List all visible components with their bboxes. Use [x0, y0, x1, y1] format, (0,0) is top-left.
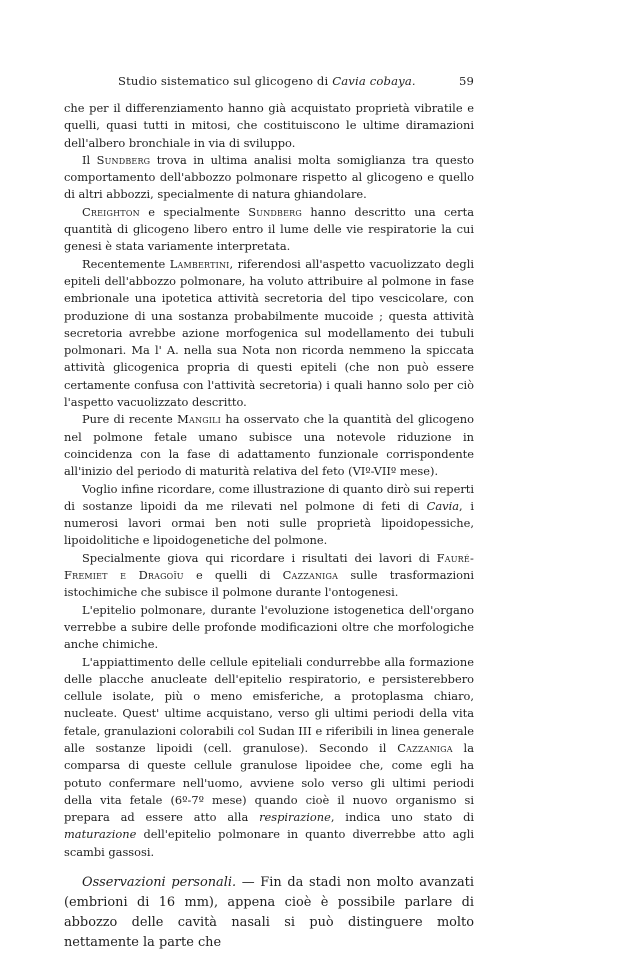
running-title — [118, 73, 416, 89]
text-run: Pure di recente — [82, 412, 178, 427]
text-run: , i numerosi lavori ormai ben noti sulle proprietà lipoidopessiche, lipoidolitiche e lipoidogenetiche del polmone. — [64, 498, 475, 548]
paragraph-2 — [64, 152, 474, 204]
paragraph-10 — [64, 873, 474, 953]
text-run: Voglio infine ricordare, come illustrazione di quanto dirò sui reperti di sostanze lipoidi da me rilevati nel polmone di feti di — [64, 481, 474, 513]
paragraph-1 — [64, 100, 474, 152]
paragraph-6 — [64, 481, 474, 550]
text-run: , indica uno stato di — [330, 810, 475, 825]
author-name: Creighton — [82, 204, 140, 219]
paragraph-3 — [64, 204, 474, 256]
section-gap — [64, 861, 474, 873]
paragraph-7 — [64, 550, 474, 602]
paragraph-5 — [64, 411, 474, 480]
author-name: Fauré-Fremiet e Dragoïu — [64, 550, 474, 583]
running-header — [118, 73, 474, 89]
emphasis: respirazione — [259, 810, 331, 825]
species-name: Cavia — [426, 498, 460, 513]
text-run: , riferendosi all'aspetto vacuolizzato degli epiteli dell'abbozzo polmonare, ha voluto attribuire al polmone in fase embrionale una ipotetica attività secretoria del tipo vescicolare, con produzione di una sostanza probabilmente mucoide ; questa attività secretoria avrebbe azione morfogenica sul modellamento dei tubuli polmonari. Ma l' A. nella sua Nota non ricorda nemmeno la spiccata attività glicogenica propria di questi epiteli (che non può essere certamente confusa con l'attività secretoria) i quali hanno solo per ciò l'aspetto vacuolizzato descritto. — [64, 256, 474, 410]
text-run: L'appiattimento delle cellule epiteliali condurrebbe alla formazione delle placche anucleate dell'epitelio respiratorio, e persisterebbero cellule isolate, più o meno emisferiche, a protoplasma chiaro, nucleate. Quest' ultime acquistano, verso gli ultimi periodi della vita fetale, granulazioni colorabili col Sudan III e riferibili in linea generale alle sostanze lipoidi (cell. granulose). Secondo il — [64, 654, 474, 755]
text-run: Il — [82, 152, 97, 167]
page-number: 59 — [458, 74, 474, 88]
body-text — [64, 100, 474, 953]
text-run: e specialmente — [139, 204, 249, 219]
running-title-text: Studio sistematico sul glicogeno di — [118, 74, 333, 88]
paragraph-4 — [64, 256, 474, 412]
text-run: e quelli di — [183, 568, 283, 583]
author-name: Cazzaniga — [397, 740, 453, 755]
text-run: dell'epitelio polmonare in quanto diverrebbe atto agli scambi gassosi. — [64, 827, 474, 859]
author-name: Sundberg — [248, 204, 302, 219]
text-run: Specialmente giova qui ricordare i risultati dei lavori di — [82, 550, 437, 565]
author-name: Cazzaniga — [282, 568, 339, 583]
text-run: L'epitelio polmonare, durante l'evoluzione istogenetica dell'organo verrebbe a subire delle profonde modificazioni oltre che morfologiche anche chimiche. — [64, 602, 474, 652]
paragraph-8 — [64, 602, 474, 654]
author-name: Mangili — [177, 412, 222, 427]
paragraph-1-text: che per il differenziamento hanno già acquistato proprietà vibratile e quelli, quasi tutti in mitosi, che costituiscono le ultime diramazioni dell'albero bronchiale in via di sviluppo. — [64, 101, 474, 150]
species-name: Cavia cobaya. — [332, 74, 416, 88]
author-name: Sundberg — [96, 152, 151, 167]
text-run: ha osservato che la quantità del glicogeno nel polmone fetale umano subisce una notevole riduzione in coincidenza con la fase di adattamento funzionale corrispondente all'inizio del periodo di maturità relativa del feto (VIº-VIIº mese). — [64, 412, 474, 479]
section-heading: Osservazioni personali. — [82, 875, 237, 891]
text-run: sulle trasformazioni istochimiche che subisce il polmone durante l'ontogenesi. — [64, 568, 474, 600]
emphasis: maturazione — [64, 827, 137, 842]
text-run: trova in ultima analisi molta somiglianza tra questo comportamento dell'abbozzo polmonare rispetto al glicogeno e quello di altri abbozzi, specialmente di natura ghiandolare. — [64, 152, 475, 202]
author-name: Lambertini — [169, 256, 230, 271]
paragraph-9 — [64, 654, 474, 862]
text-run: hanno descritto una certa quantità di glicogeno libero entro il lume delle vie respiratorie la cui genesi è stata variamente interpretata. — [64, 204, 474, 254]
text-run: — Fin da stadi non molto avanzati (embrioni di 16 mm), appena cioè è possibile parlare di abbozzo delle cavità nasali si può distinguere molto nettamente la parte che — [64, 875, 474, 951]
text-run: la comparsa di queste cellule granulose lipoidee che, come egli ha potuto confermare nell'uomo, avviene solo verso gli ultimi periodi della vita fetale (6º-7º mese) quando cioè il nuovo organismo si prepara ad essere atto alla — [64, 740, 474, 825]
text-run: Recentemente — [82, 256, 170, 271]
